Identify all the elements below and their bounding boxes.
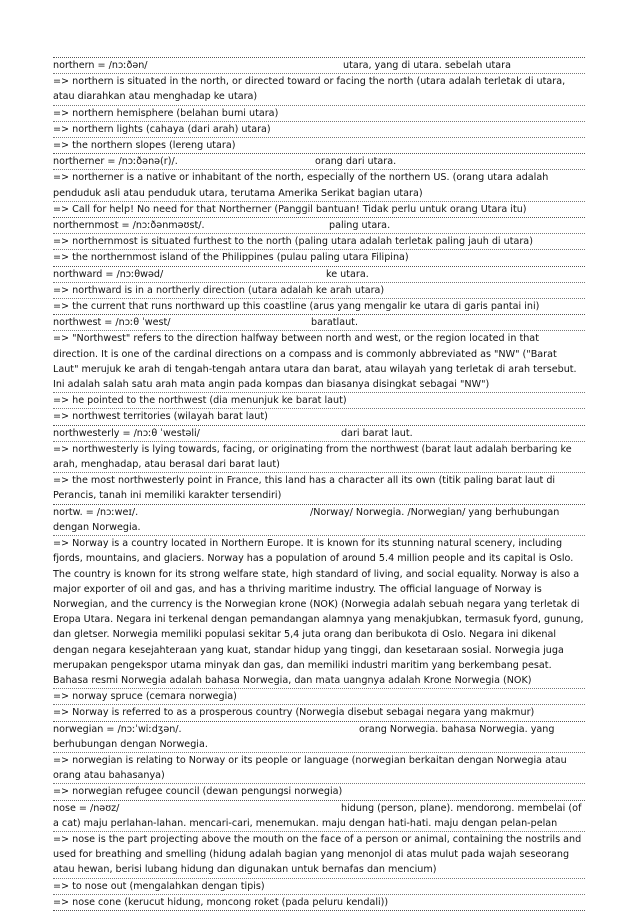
entry-headword-line <box>53 505 585 536</box>
entry-headword-line <box>53 426 585 442</box>
entry-term: northerner = /nɔːðənə(r)/. <box>53 156 178 168</box>
entry-meaning: ke utara. <box>326 268 369 280</box>
entry-meaning: orang dari utara. <box>315 156 397 168</box>
dictionary-entry <box>53 721 585 800</box>
entry-example-line: => the current that runs northward up this coastline (arus yang mengalir ke utara di garis pantai ini) <box>53 301 540 313</box>
entry-example-line: => northwesterly is lying towards, facing, or originating from the northwest (barat laut adalah berbaring ke arah, menghadap, atau berasal dari barat laut) <box>53 442 585 473</box>
entry-term: northwest = /nɔːθ ˈwest/ <box>53 317 171 329</box>
entry-term: northern = /nɔːðən/ <box>53 60 148 71</box>
entry-meaning: baratlaut. <box>311 317 358 329</box>
entry-term: nortw. = /nɔːweɪ/. <box>53 506 139 518</box>
entry-meaning: orang Norwegia. bahasa Norwegia. yang berhubungan dengan Norwegia. <box>53 723 555 750</box>
entry-headword-line <box>53 801 585 832</box>
entry-headword-line <box>53 58 585 74</box>
entry-term: northwesterly = /nɔːθ ˈwestəli/ <box>53 427 200 439</box>
entry-meaning: /Norway/ Norwegia. /Norwegian/ yang berhubungan dengan Norwegia. <box>53 506 560 533</box>
entry-example-line: => the most northwesterly point in France, this land has a character all its own (titik paling barat laut di Perancis, tanah ini memiliki karakter tersendiri) <box>53 475 556 502</box>
entry-meaning: dari barat laut. <box>341 427 413 439</box>
dictionary-entry <box>53 57 585 153</box>
entry-example-line: => the northern slopes (lereng utara) <box>53 140 236 152</box>
dictionary-entry <box>53 504 585 721</box>
entry-example-line: => "Northwest" refers to the direction halfway between north and west, or the region located in that direction. It is one of the cardinal directions on a compass and is commonly abbreviated as "NW" ("Barat Laut" merujuk ke arah di tengah-tengah antara utara dan barat, atau wilayah yang terletak di arah tersebut. Ini adalah salah satu arah mata angin pada kompas dan biasanya disingkat sebagai "NW") <box>53 331 585 393</box>
entry-example-line: => northwest territories (wilayah barat laut) <box>53 411 268 423</box>
dictionary-entry <box>53 153 585 217</box>
entry-example-line: => northward is in a northerly direction (utara adalah ke arah utara) <box>53 283 585 299</box>
entry-example-line: => nose cone (kerucut hidung, moncong roket (pada peluru kendali)) <box>53 896 389 908</box>
entry-example-line: => northern is situated in the north, or directed toward or facing the north (utara adalah terletak di utara, atau diarahkan atau menghadap ke utara) <box>53 74 585 105</box>
entry-term: northernmost = /nɔːðənməʊst/. <box>53 220 205 232</box>
entry-headword-line <box>53 218 585 234</box>
entry-meaning: hidung (person, plane). mendorong. membelai (of a cat) maju perlahan-lahan. mencari-cari, menemukan. maju dengan hati-hati. maju dengan pelan-pelan <box>53 802 582 829</box>
entry-example-line: => he pointed to the northwest (dia menunjuk ke barat laut) <box>53 393 585 409</box>
entry-headword-line <box>53 267 585 283</box>
entry-example-line: => Norway is a country located in Northern Europe. It is known for its stunning natural scenery, including fjords, mountains, and glaciers. Norway has a population of around 5.4 million people and its capital is Oslo. The country is known for its strong welfare state, high standard of living, and social equality. Norway is also a major exporter of oil and gas, and has a thriving maritime industry. The official language of Norway is Norwegian, and the currency is the Norwegian krone (NOK) (Norwegia adalah sebuah negara yang terletak di Eropa Utara. Negara ini terkenal dengan pemandangan alamnya yang menakjubkan, termasuk fyord, gunung, dan gletser. Norwegia memiliki populasi sekitar 5,4 juta orang dan beribukota di Oslo. Negara ini dikenal dengan negara kesejahteraan yang kuat, standar hidup yang tinggi, dan kesetaraan sosial. Norwegia juga merupakan pengekspor utama minyak dan gas, dan memiliki industri maritim yang berkembang pesat. Bahasa resmi Norwegia adalah bahasa Norwegia, dan mata uangnya adalah Krone Norwegia (NOK) <box>53 536 585 689</box>
entry-headword-line <box>53 722 585 753</box>
entry-example-line: => norway spruce (cemara norwegia) <box>53 689 585 705</box>
entry-term: norwegian = /nɔːˈwiːdʒən/. <box>53 723 182 735</box>
entry-term: nose = /nəʊz/ <box>53 802 120 814</box>
entry-term: northward = /nɔːθwəd/ <box>53 268 164 280</box>
entry-example-line: => northern hemisphere (belahan bumi utara) <box>53 106 585 122</box>
entry-example-line: => norwegian is relating to Norway or its people or language (norwegian berkaitan dengan Norwegia atau orang atau bahasanya) <box>53 753 585 784</box>
dictionary-page <box>53 57 585 911</box>
entry-example-line: => nose is the part projecting above the mouth on the face of a person or animal, containing the nostrils and used for breathing and smelling (hidung adalah bagian yang menonjol di atas mulut pada wajah seseorang atau hewan, berisi lubang hidung dan digunakan untuk bernafas dan mencium) <box>53 832 585 879</box>
entry-example-line: => norwegian refugee council (dewan pengungsi norwegia) <box>53 786 343 798</box>
entry-meaning: paling utara. <box>329 220 391 232</box>
dictionary-entry <box>53 266 585 315</box>
entry-headword-line <box>53 315 585 331</box>
entry-example-line: => northernmost is situated furthest to the north (paling utara adalah terletak paling jauh di utara) <box>53 234 585 250</box>
entry-example-line: => Norway is referred to as a prosperous country (Norwegia disebut sebagai negara yang makmur) <box>53 707 535 719</box>
entry-example-line: => northern lights (cahaya (dari arah) utara) <box>53 122 585 138</box>
entry-meaning: utara, yang di utara. sebelah utara <box>343 60 511 71</box>
entry-example-line: => to nose out (mengalahkan dengan tipis) <box>53 879 585 895</box>
dictionary-entry <box>53 217 585 266</box>
entry-headword-line <box>53 154 585 170</box>
entry-example-line: => Call for help! No need for that Northerner (Panggil bantuan! Tidak perlu untuk orang Utara itu) <box>53 203 527 215</box>
dictionary-entry <box>53 425 585 504</box>
entry-example-line: => northerner is a native or inhabitant of the north, especially of the northern US. (orang utara adalah penduduk asli atau penduduk utara, terutama Amerika Serikat bagian utara) <box>53 170 585 201</box>
entry-example-line: => the northernmost island of the Philippines (pulau paling utara Filipina) <box>53 252 409 264</box>
dictionary-entry <box>53 800 585 911</box>
dictionary-entry <box>53 314 585 424</box>
